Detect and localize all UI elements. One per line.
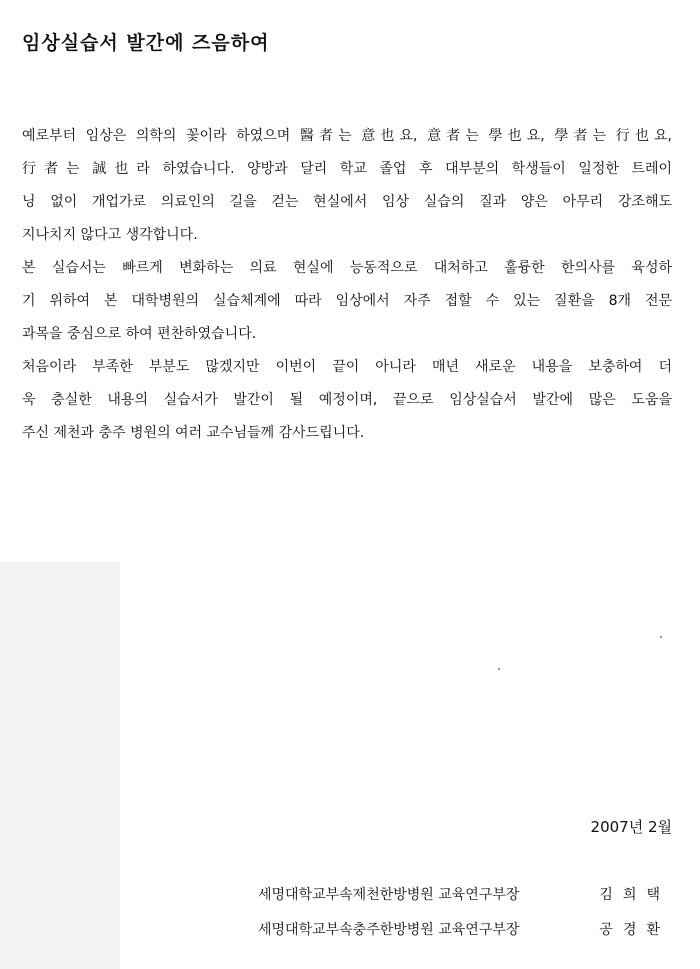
document-date: 2007년 2월: [590, 818, 672, 836]
text-line: 지나치지 않다고 생각합니다.: [22, 227, 198, 243]
body-text: [22, 120, 672, 450]
text-line: 주신 제천과 충주 병원의 여러 교수님들께 감사드립니다.: [22, 425, 365, 441]
page-title: 임상실습서 발간에 즈음하여: [22, 32, 270, 54]
scan-speck: [498, 668, 500, 670]
text-line: 닝 없이 개업가로 의료인의 길을 걷는 현실에서 임상 실습의 질과 양은 아무리 강조해도: [22, 194, 672, 210]
signature-line: [258, 884, 670, 904]
paragraph-1: [22, 120, 672, 252]
text-line: 과목을 중심으로 하여 편찬하였습니다.: [22, 326, 257, 342]
scan-speck: [660, 636, 662, 638]
signature-name: 공경환: [599, 922, 670, 938]
text-line: 예로부터 임상은 의학의 꽃이라 하였으며 醫者는 意也요, 意者는 學也요, 學者는 行也요,: [22, 128, 672, 144]
text-line: 처음이라 부족한 부분도 많겠지만 이번이 끝이 아니라 매년 새로운 내용을 보충하여 더: [22, 359, 672, 375]
paragraph-3: [22, 351, 672, 450]
paragraph-2: [22, 252, 672, 351]
signature-affiliation: 세명대학교부속충주한방병원 교육연구부장: [258, 922, 520, 938]
signature-line: [258, 919, 670, 939]
text-line: 본 실습서는 빠르게 변화하는 의료 현실에 능동적으로 대처하고 훌륭한 한의사를 육성하: [22, 260, 672, 276]
signature-name: 김희택: [599, 887, 670, 903]
scan-shading: [0, 562, 120, 969]
signature-affiliation: 세명대학교부속제천한방병원 교육연구부장: [258, 887, 520, 903]
text-line: 기 위하여 본 대학병원의 실습체계에 따라 임상에서 자주 접할 수 있는 질환을 8개 전문: [22, 293, 672, 309]
text-line: 行者는 誠也라 하였습니다. 양방과 달리 학교 졸업 후 대부분의 학생들이 일정한 트레이: [22, 161, 672, 177]
text-line: 욱 충실한 내용의 실습서가 발간이 될 예정이며, 끝으로 임상실습서 발간에 많은 도움을: [22, 392, 672, 408]
